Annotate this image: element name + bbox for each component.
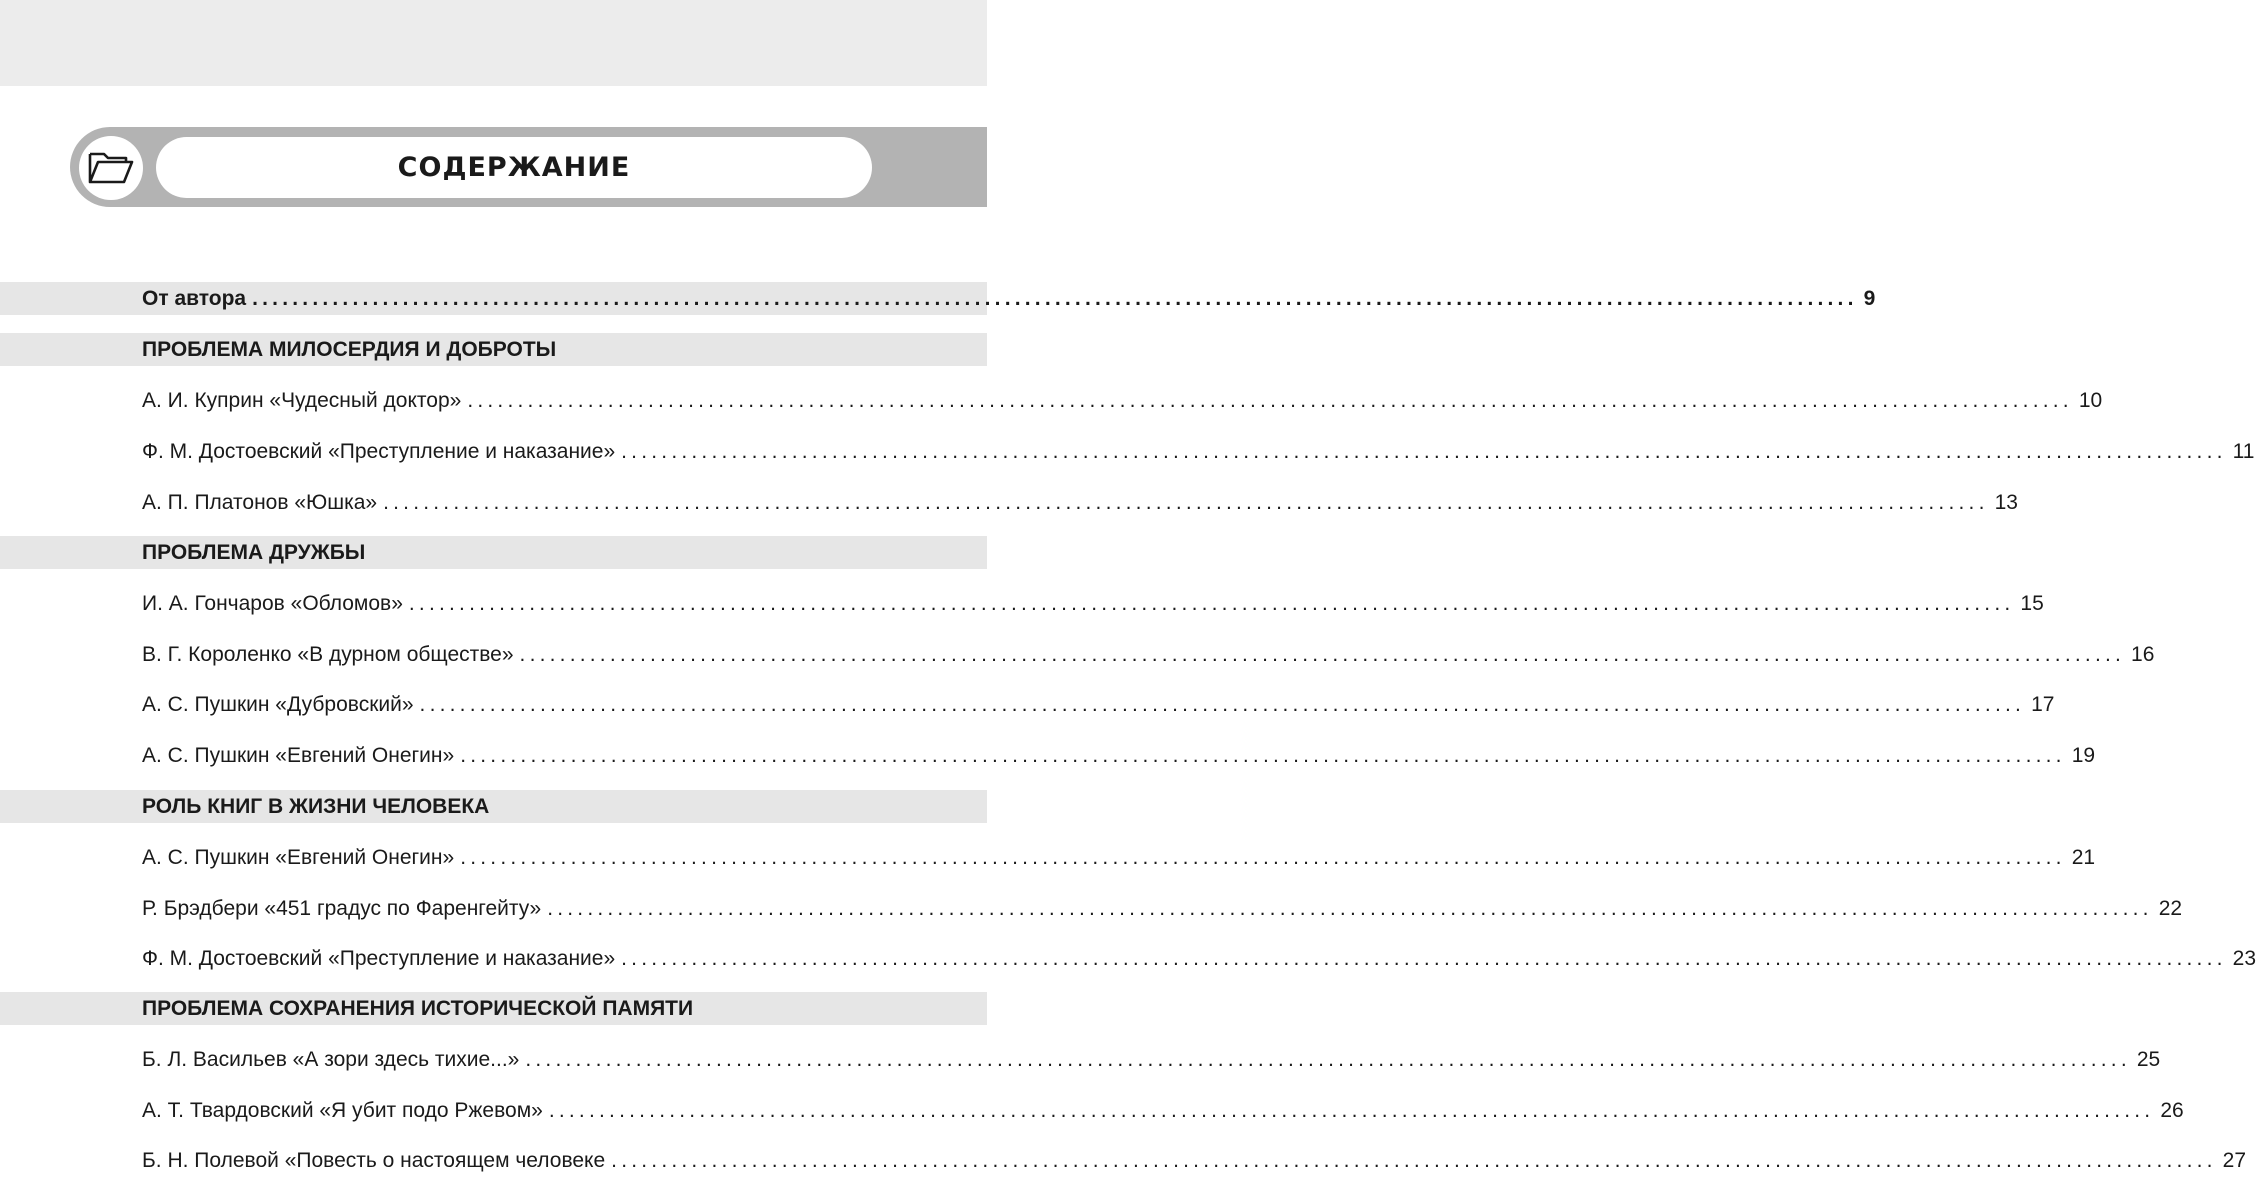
- toc-entry[interactable]: [142, 688, 2055, 721]
- toc-entry[interactable]: [142, 841, 2096, 874]
- toc-entry-page: 23: [2232, 946, 2256, 970]
- toc-entry[interactable]: [142, 638, 2155, 671]
- dot-leader: ................................................................................................................................................................: [252, 286, 1858, 310]
- title-pill: [156, 137, 872, 198]
- dot-leader: ................................................................................................................................................................: [519, 642, 2126, 666]
- toc-entry-intro[interactable]: [142, 282, 1876, 315]
- toc-entry-label: А. С. Пушкин «Дубровский»: [142, 692, 414, 716]
- toc-entry-label: Ф. М. Достоевский «Преступление и наказание»: [142, 946, 616, 970]
- dot-leader: ................................................................................................................................................................: [383, 490, 1989, 514]
- page-title: СОДЕРЖАНИЕ: [397, 152, 631, 183]
- toc-entry-label: Р. Брэдбери «451 градус по Фаренгейту»: [142, 896, 542, 920]
- dot-leader: ................................................................................................................................................................: [547, 896, 2153, 920]
- toc-entry-label: Б. Л. Васильев «А зори здесь тихие...»: [142, 1047, 520, 1071]
- toc-entry[interactable]: [142, 892, 2183, 925]
- top-margin-band: [0, 0, 987, 86]
- toc-entry-page: 16: [2131, 642, 2155, 666]
- section-title: РОЛЬ КНИГ В ЖИЗНИ ЧЕЛОВЕКА: [142, 794, 490, 818]
- toc-entry-label: А. И. Куприн «Чудесный доктор»: [142, 388, 462, 412]
- toc-entry-page: 21: [2071, 845, 2096, 869]
- dot-leader: ................................................................................................................................................................: [467, 388, 2073, 412]
- toc-entry-page: 10: [2078, 388, 2103, 412]
- dot-leader: ................................................................................................................................................................: [408, 591, 2015, 615]
- toc-entry-page: 19: [2071, 743, 2096, 767]
- folder-icon-badge: [79, 136, 143, 200]
- toc-entry-page: 13: [1994, 490, 2018, 514]
- toc-entry[interactable]: [142, 942, 2256, 975]
- section-title: ПРОБЛЕМА ДРУЖБЫ: [142, 540, 366, 564]
- toc-entry-page: 15: [2020, 591, 2044, 615]
- dot-leader: ................................................................................................................................................................: [611, 1148, 2217, 1172]
- toc-entry-page: 27: [2222, 1148, 2247, 1172]
- toc-entry-label: А. С. Пушкин «Евгений Онегин»: [142, 845, 455, 869]
- section-title: ПРОБЛЕМА МИЛОСЕРДИЯ И ДОБРОТЫ: [142, 337, 557, 361]
- toc-entry[interactable]: [142, 1094, 2184, 1127]
- toc-entry-label: А. С. Пушкин «Евгений Онегин»: [142, 743, 455, 767]
- toc-entry[interactable]: [142, 384, 2103, 417]
- dot-leader: ................................................................................................................................................................: [460, 743, 2066, 767]
- toc-entry[interactable]: [142, 486, 2018, 519]
- section-title: ПРОБЛЕМА СОХРАНЕНИЯ ИСТОРИЧЕСКОЙ ПАМЯТИ: [142, 996, 694, 1020]
- toc-entry-page: 26: [2160, 1098, 2184, 1122]
- toc-entry[interactable]: [142, 587, 2044, 620]
- toc-entry[interactable]: [142, 1144, 2247, 1177]
- toc-entry-page: 22: [2158, 896, 2183, 920]
- folder-icon: [86, 148, 136, 188]
- toc-entry-label: А. Т. Твардовский «Я убит подо Ржевом»: [142, 1098, 543, 1122]
- toc-entry-page: 9: [1863, 286, 1876, 310]
- toc-entry-label: От автора: [142, 286, 247, 310]
- toc-entry-label: А. П. Платонов «Юшка»: [142, 490, 378, 514]
- toc-entry-page: 11: [2232, 439, 2255, 463]
- toc-entry-page: 17: [2031, 692, 2055, 716]
- toc-entry-label: И. А. Гончаров «Обломов»: [142, 591, 403, 615]
- toc-entry-label: В. Г. Короленко «В дурном обществе»: [142, 642, 514, 666]
- dot-leader: ................................................................................................................................................................: [621, 439, 2227, 463]
- dot-leader: ................................................................................................................................................................: [419, 692, 2026, 716]
- dot-leader: ................................................................................................................................................................: [460, 845, 2066, 869]
- toc-entry-page: 25: [2136, 1047, 2161, 1071]
- toc-entry[interactable]: [142, 739, 2096, 772]
- toc-entry-label: Ф. М. Достоевский «Преступление и наказание»: [142, 439, 616, 463]
- toc-entry[interactable]: [142, 435, 2255, 468]
- dot-leader: ................................................................................................................................................................: [525, 1047, 2131, 1071]
- dot-leader: ................................................................................................................................................................: [548, 1098, 2155, 1122]
- toc-entry[interactable]: [142, 1043, 2161, 1076]
- dot-leader: ................................................................................................................................................................: [621, 946, 2227, 970]
- toc-entry-label: Б. Н. Полевой «Повесть о настоящем человеке: [142, 1148, 606, 1172]
